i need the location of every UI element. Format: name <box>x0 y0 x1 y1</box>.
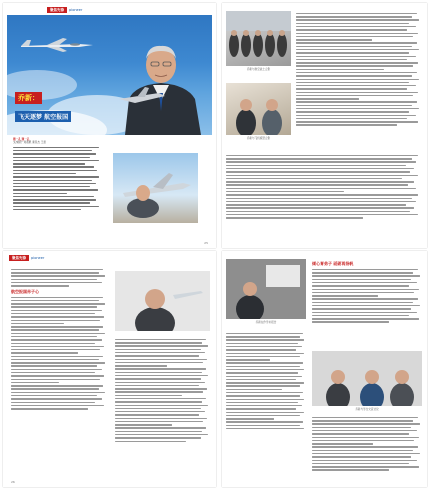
header-text-3: pioneer <box>31 256 45 260</box>
header-tag-3: 聚焦先锋 <box>9 255 29 261</box>
photo-caption-2: 乔新与飞机模型合影 <box>246 137 271 140</box>
portrait-photo <box>115 271 210 331</box>
text-column-right-4 <box>312 259 422 325</box>
magazine-page-2 <box>222 3 427 248</box>
header-tag: 聚焦先锋 <box>47 7 67 13</box>
intro-line-1: 题一孔 题一孔 <box>13 138 30 141</box>
page-header-3 <box>3 251 216 265</box>
text-column-left-4 <box>226 331 306 431</box>
discussion-photo <box>312 351 422 406</box>
page-number: 25 <box>204 241 208 245</box>
header-text: pioneer <box>69 8 83 12</box>
photo-caption-4b: 乔新与学生交流讨论 <box>355 408 379 411</box>
intro-line-2: 文/姚毅² 刘燕帆 秦民杰 王雷 <box>13 141 46 145</box>
lecture-photo <box>226 259 306 319</box>
cover-photo <box>7 15 212 135</box>
magazine-page-3 <box>3 251 216 487</box>
subhead-1: 航空报国赤子心 <box>11 288 39 294</box>
magazine-page-4 <box>222 251 427 487</box>
text-column-right-3 <box>115 337 210 444</box>
photo-caption-4a: 乔新在作学术报告 <box>255 321 277 324</box>
text-column-bottom <box>226 153 422 221</box>
text-column-left <box>11 267 107 411</box>
headline-line2: 飞天逐梦 航空报国 <box>15 111 71 122</box>
magazine-page-1 <box>3 3 216 248</box>
fighter-jet-icon <box>19 37 99 53</box>
text-column-bottom-4 <box>312 415 422 473</box>
group-photo <box>226 11 291 66</box>
meeting-photo <box>226 83 291 135</box>
text-column-right <box>296 11 422 128</box>
intro-block <box>13 138 103 212</box>
photo-caption-1: 乔新与航空战士合影 <box>246 68 271 71</box>
cover-headline <box>15 85 71 123</box>
headline-line1: 乔新： <box>15 92 42 104</box>
portrait-elder-man <box>115 41 207 135</box>
jet-model-photo <box>113 153 198 223</box>
page-number-3: 26 <box>11 480 15 484</box>
subhead-4: 倾心育弟子 砥砺再扬帆 <box>312 261 354 266</box>
